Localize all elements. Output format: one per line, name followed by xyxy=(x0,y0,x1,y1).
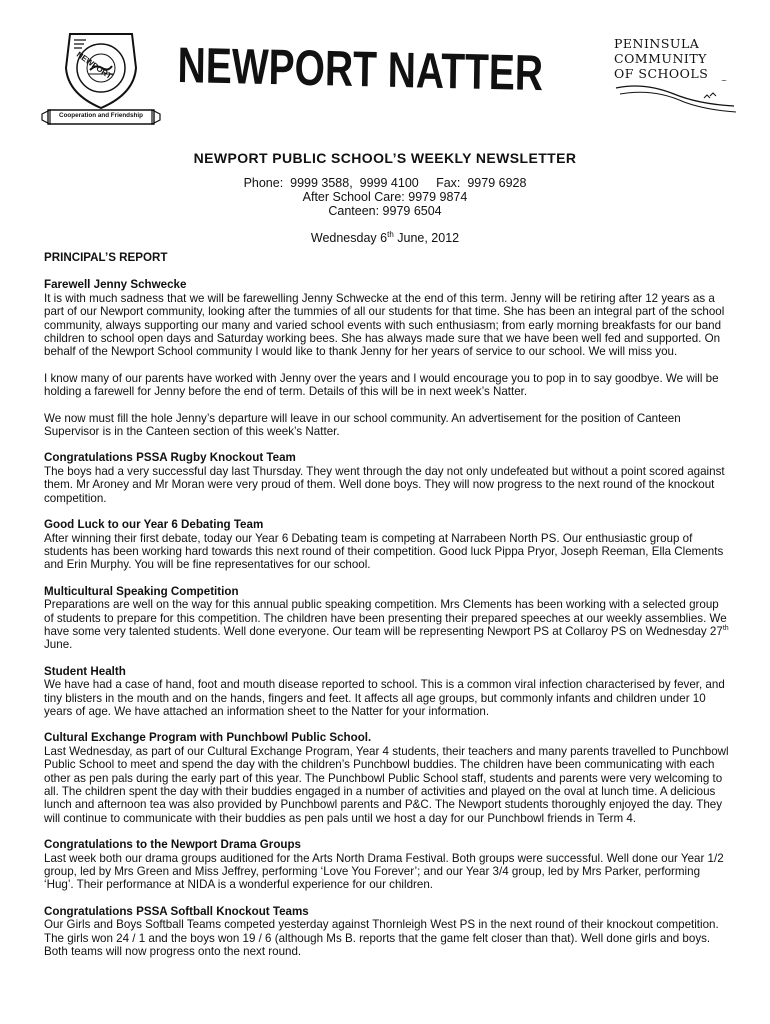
contact-phone-fax: Phone: 9999 3588, 9999 4100 Fax: 9979 6928 xyxy=(243,176,527,190)
issue-date-prefix: Wednesday 6 xyxy=(310,231,388,246)
article-paragraph: Last week both our drama groups auditioned for the Arts North Drama Festival. Both groups were successful. Well done our Year 1/2 group, led by Mrs Green and Miss Jeffrey, performing ‘Love You Forever’; and our Year 3/4 group, led by Mrs Parker, performing ‘Hug’. Their performance at NIDA is a wonderful experience for our children. xyxy=(44,851,724,892)
article-paragraph: Our Girls and Boys Softball Teams competed yesterday against Thornleigh West PS in the next round of their knockout competition. The girls won 24 / 1 and the boys won 19 / 6 (although Ms B. reports that the game felt closer than that). Well done girls and boys. Both teams will now progress onto the next round. xyxy=(44,918,719,959)
article-paragraph: Last Wednesday, as part of our Cultural Exchange Program, Year 4 students, their teachers and many parents travelled to Punchbowl Public School to meet and spend the day with the children’s Punchbowl buddies. The children have been communicating with each other as pen pals during the early part of this year. The Punchbowl Public School staff, students and parents were very welcoming to all. The children spent the day with their buddies engaged in a number of activities and played on the oval at lunch time. A delicious lunch and afternoon tea was also provided by Punchbowl parents and P&C. The Newport students thoroughly enjoyed the day. They will continue to communicate with their buddies as pen pals until we host a day for our Punchbowl friends in Term 4. xyxy=(44,744,729,825)
article-title-rugby: Congratulations PSSA Rugby Knockout Team xyxy=(44,451,296,465)
masthead-title: NEWPORT NATTER xyxy=(177,37,544,102)
article-title-drama: Congratulations to the Newport Drama Groups xyxy=(44,838,302,852)
issue-date-sup: th xyxy=(387,230,394,239)
pcs-line-2: COMMUNITY xyxy=(614,51,707,66)
pcs-line-1: PENINSULA xyxy=(614,36,700,51)
pcs-line-3: OF SCHOOLS xyxy=(614,66,709,81)
crest-top-text: NEWPORT xyxy=(74,50,114,81)
article-title-softball: Congratulations PSSA Softball Knockout Teams xyxy=(44,904,309,918)
article-title-multicultural: Multicultural Speaking Competition xyxy=(44,584,239,598)
article-text: Preparations are well on the way for this annual public speaking competition. Mrs Clements has been working with a selected group of students to prepare for this competition. The children have been presenting their prepared speeches at our weekly assemblies. We have some very talented students. Well done everyone. Our team will be representing Newport PS at Collaroy PS on Wednesday 27 xyxy=(44,598,727,638)
contact-after-school-care: After School Care: 9979 9874 xyxy=(302,190,468,204)
article-paragraph: I know many of our parents have worked with Jenny over the years and I would encourage you to pop in to say goodbye. We will be holding a farewell for Jenny before the end of term. Details of this will be in next week’s Natter. xyxy=(44,371,719,399)
article-paragraph: We now must fill the hole Jenny’s departure will leave in our school community. An advertisement for the position of Canteen Supervisor is in the Canteen section of this week’s Natter. xyxy=(44,411,681,439)
article-title-farewell: Farewell Jenny Schwecke xyxy=(44,278,187,292)
crest-motto: Cooperation and Friendship xyxy=(59,112,143,119)
section-heading: PRINCIPAL’S REPORT xyxy=(44,251,168,264)
article-paragraph: We have had a case of hand, foot and mouth disease reported to school. This is a common viral infection characterised by fever, and tiny blisters in the mouth and on the hands, fingers and feet. It affects all age groups, but commonly infants and children under 10 years of age. We have attached an information sheet to the Natter for your information. xyxy=(44,678,725,718)
article-title-debating: Good Luck to our Year 6 Debating Team xyxy=(44,518,264,532)
principals-report xyxy=(44,251,730,958)
newsletter-title: NEWPORT PUBLIC SCHOOL’S WEEKLY NEWSLETTER xyxy=(193,150,577,166)
article-title-health: Student Health xyxy=(44,664,126,678)
article-title-cultural-exchange: Cultural Exchange Program with Punchbowl Public School. xyxy=(44,731,372,745)
issue-date xyxy=(0,230,770,245)
article-paragraph: It is with much sadness that we will be farewelling Jenny Schwecke at the end of this term. Jenny will be retiring after 12 years as a part of our Newport community, looking after the tummies of all our students for that time. She has been an integral part of the school community, always supporting our many and varied school events with such enthusiasm; from early morning breakfasts for our band children to school open days and Saturday working bees. She has always made sure that we have been well fed and supported. On behalf of the Newport School community I would like to thank Jenny for her years of service to our school. We will miss you. xyxy=(44,291,725,359)
article-text: June. xyxy=(44,638,73,652)
school-crest-logo xyxy=(40,28,162,128)
contact-canteen: Canteen: 9979 6504 xyxy=(328,204,442,218)
article-paragraph: The boys had a very successful day last Thursday. They went through the day not only undefeated but without a point scored against them. Mr Aroney and Mr Moran were very proud of them. Well done boys. They will now progress to the next round of the knockout competition. xyxy=(44,464,725,505)
peninsula-community-logo xyxy=(614,36,738,126)
article-paragraph xyxy=(44,598,730,652)
peninsula-wave-icon xyxy=(614,80,738,124)
issue-date-suffix: June, 2012 xyxy=(393,231,460,246)
article-sup: th xyxy=(722,625,729,633)
masthead xyxy=(177,37,598,110)
article-paragraph: After winning their first debate, today our Year 6 Debating team is competing at Narrabeen North PS. Our enthusiastic group of students has been working hard towards this next round of their competition. Good luck Pippa Pryor, Joseph Reeman, Ella Clements and Erin Murphy. You will be fine representatives for our school. xyxy=(44,531,724,572)
